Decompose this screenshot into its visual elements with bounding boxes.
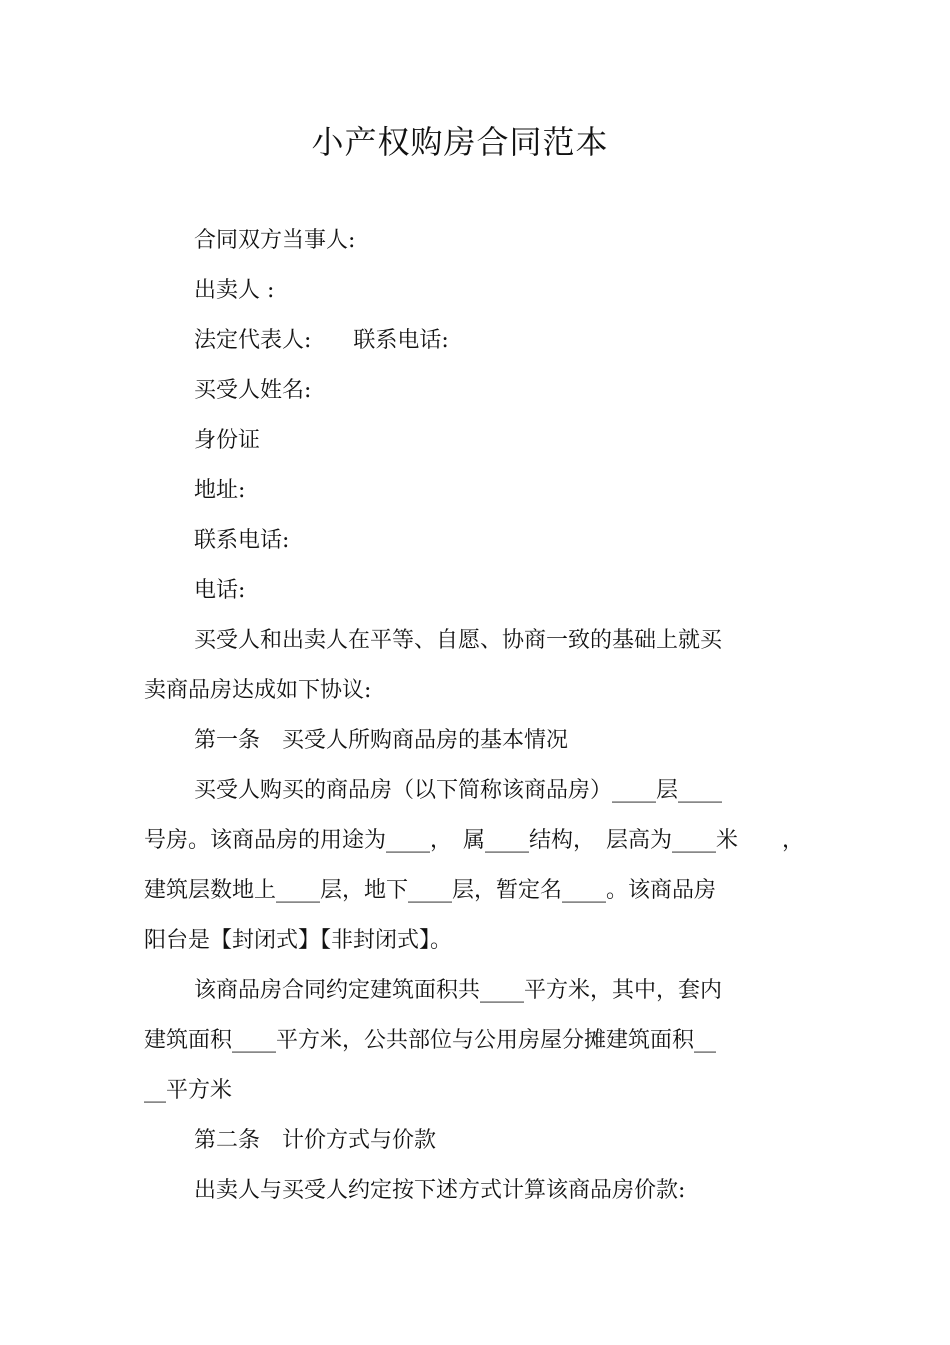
article-1-line-2: 号房。该商品房的用途为____， 属____结构， 层高为____米 ， [144, 828, 805, 853]
buyer-name-field: 买受人姓名: [194, 378, 312, 403]
parties-heading: 合同双方当事人: [194, 228, 356, 253]
article-2-heading: 第二条 计价方式与价款 [194, 1128, 437, 1153]
area-paragraph-line-3: __平方米 [144, 1078, 233, 1103]
legal-rep-row [194, 326, 449, 356]
area-paragraph-line-1: 该商品房合同约定建筑面积共____平方米，其中，套内 [194, 978, 723, 1003]
agreement-paragraph-line-1: 买受人和出卖人在平等、自愿、协商一致的基础上就买 [194, 628, 723, 653]
phone-field: 电话: [194, 578, 246, 603]
address-field: 地址: [194, 478, 246, 503]
document-title: 小产权购房合同范本 [311, 123, 609, 161]
seller-field: 出卖人 : [194, 278, 275, 303]
article-1-line-3: 建筑层数地上____层，地下____层，暂定名____。该商品房 [144, 878, 717, 903]
article-1-line-1: 买受人购买的商品房（以下简称该商品房）____层____ [194, 778, 723, 803]
seller-phone-field: 联系电话: [353, 328, 449, 353]
agreement-paragraph-line-2: 卖商品房达成如下协议: [144, 678, 372, 703]
area-paragraph-line-2: 建筑面积____平方米，公共部位与公用房屋分摊建筑面积__ [144, 1028, 717, 1053]
article-1-line-4: 阳台是【封闭式】【非封闭式】。 [144, 928, 453, 953]
article-1-heading: 第一条 买受人所购商品房的基本情况 [194, 728, 569, 753]
id-card-field: 身份证 [194, 428, 261, 453]
buyer-phone-field: 联系电话: [194, 528, 290, 553]
article-2-line-1: 出卖人与买受人约定按下述方式计算该商品房价款: [194, 1178, 686, 1203]
legal-rep-field: 法定代表人: [194, 328, 312, 353]
